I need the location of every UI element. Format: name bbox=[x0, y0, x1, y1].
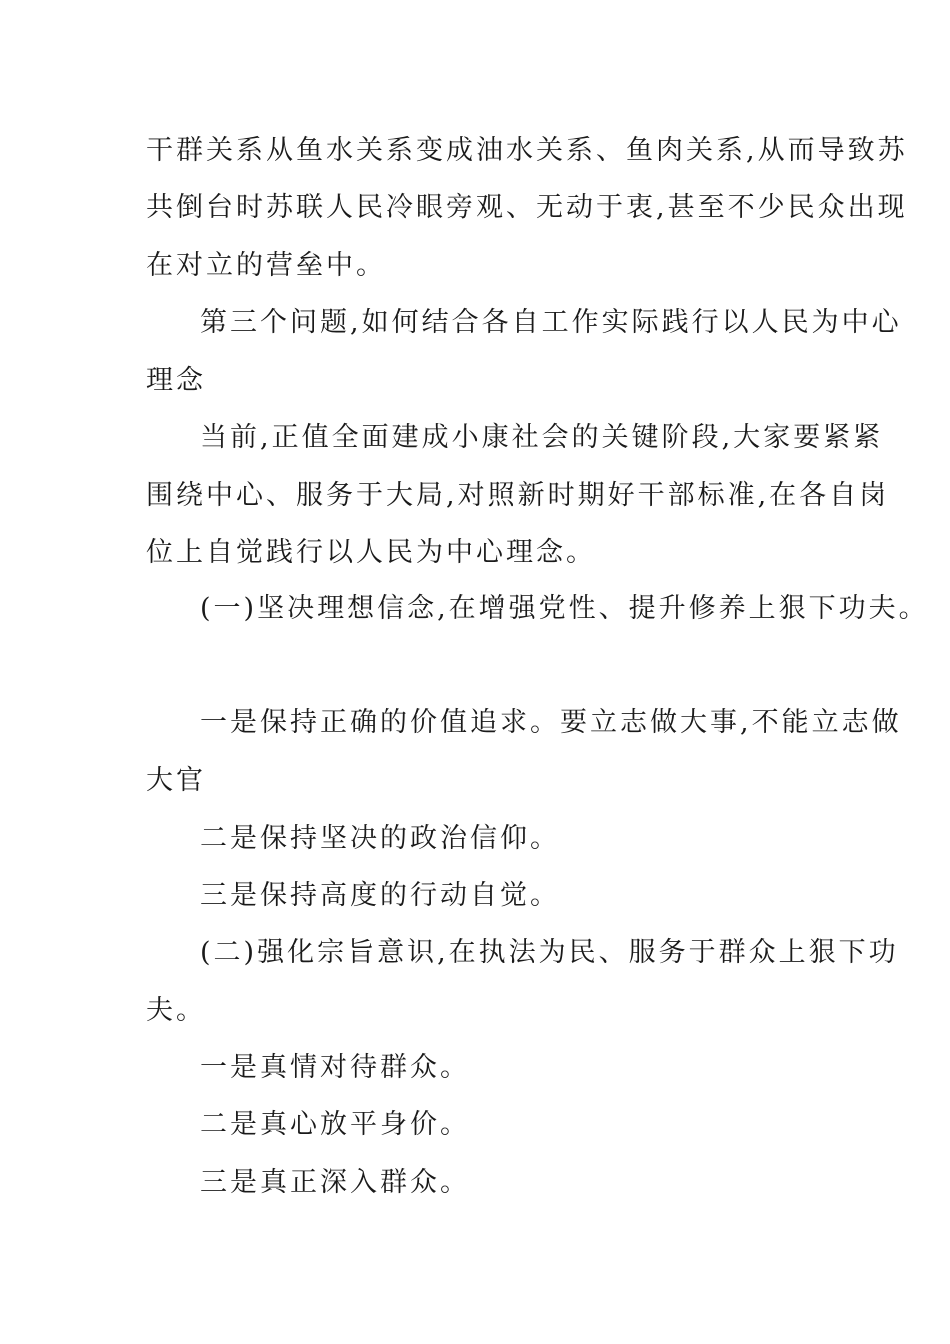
list-item: 一是真情对待群众。 bbox=[200, 1052, 470, 1083]
list-item: 三是真正深入群众。 bbox=[200, 1167, 470, 1198]
section-heading: 第三个问题,如何结合各自工作实际践行以人民为中心 bbox=[200, 307, 902, 338]
list-item: 一是保持正确的价值追求。要立志做大事,不能立志做 bbox=[200, 707, 902, 738]
list-item: 三是保持高度的行动自觉。 bbox=[200, 880, 560, 911]
text-line: 共倒台时苏联人民冷眼旁观、无动于衷,甚至不少民众出现 bbox=[146, 192, 908, 223]
list-item: 二是真心放平身价。 bbox=[200, 1109, 470, 1140]
text-line: 围绕中心、服务于大局,对照新时期好干部标准,在各自岗 bbox=[146, 480, 890, 511]
paragraph-start: 当前,正值全面建成小康社会的关键阶段,大家要紧紧 bbox=[200, 422, 884, 453]
subsection-heading: (二)强化宗旨意识,在执法为民、服务于群众上狠下功 bbox=[200, 937, 899, 968]
text-line: 位上自觉践行以人民为中心理念。 bbox=[146, 537, 596, 568]
text-line: 大官 bbox=[146, 765, 206, 796]
text-line: 夫。 bbox=[146, 995, 206, 1026]
text-line: 理念 bbox=[146, 365, 206, 396]
subsection-heading: (一)坚决理想信念,在增强党性、提升修养上狠下功夫。 bbox=[200, 593, 929, 624]
text-line: 在对立的营垒中。 bbox=[146, 250, 386, 281]
text-line: 干群关系从鱼水关系变成油水关系、鱼肉关系,从而导致苏 bbox=[146, 135, 908, 166]
list-item: 二是保持坚决的政治信仰。 bbox=[200, 823, 560, 854]
